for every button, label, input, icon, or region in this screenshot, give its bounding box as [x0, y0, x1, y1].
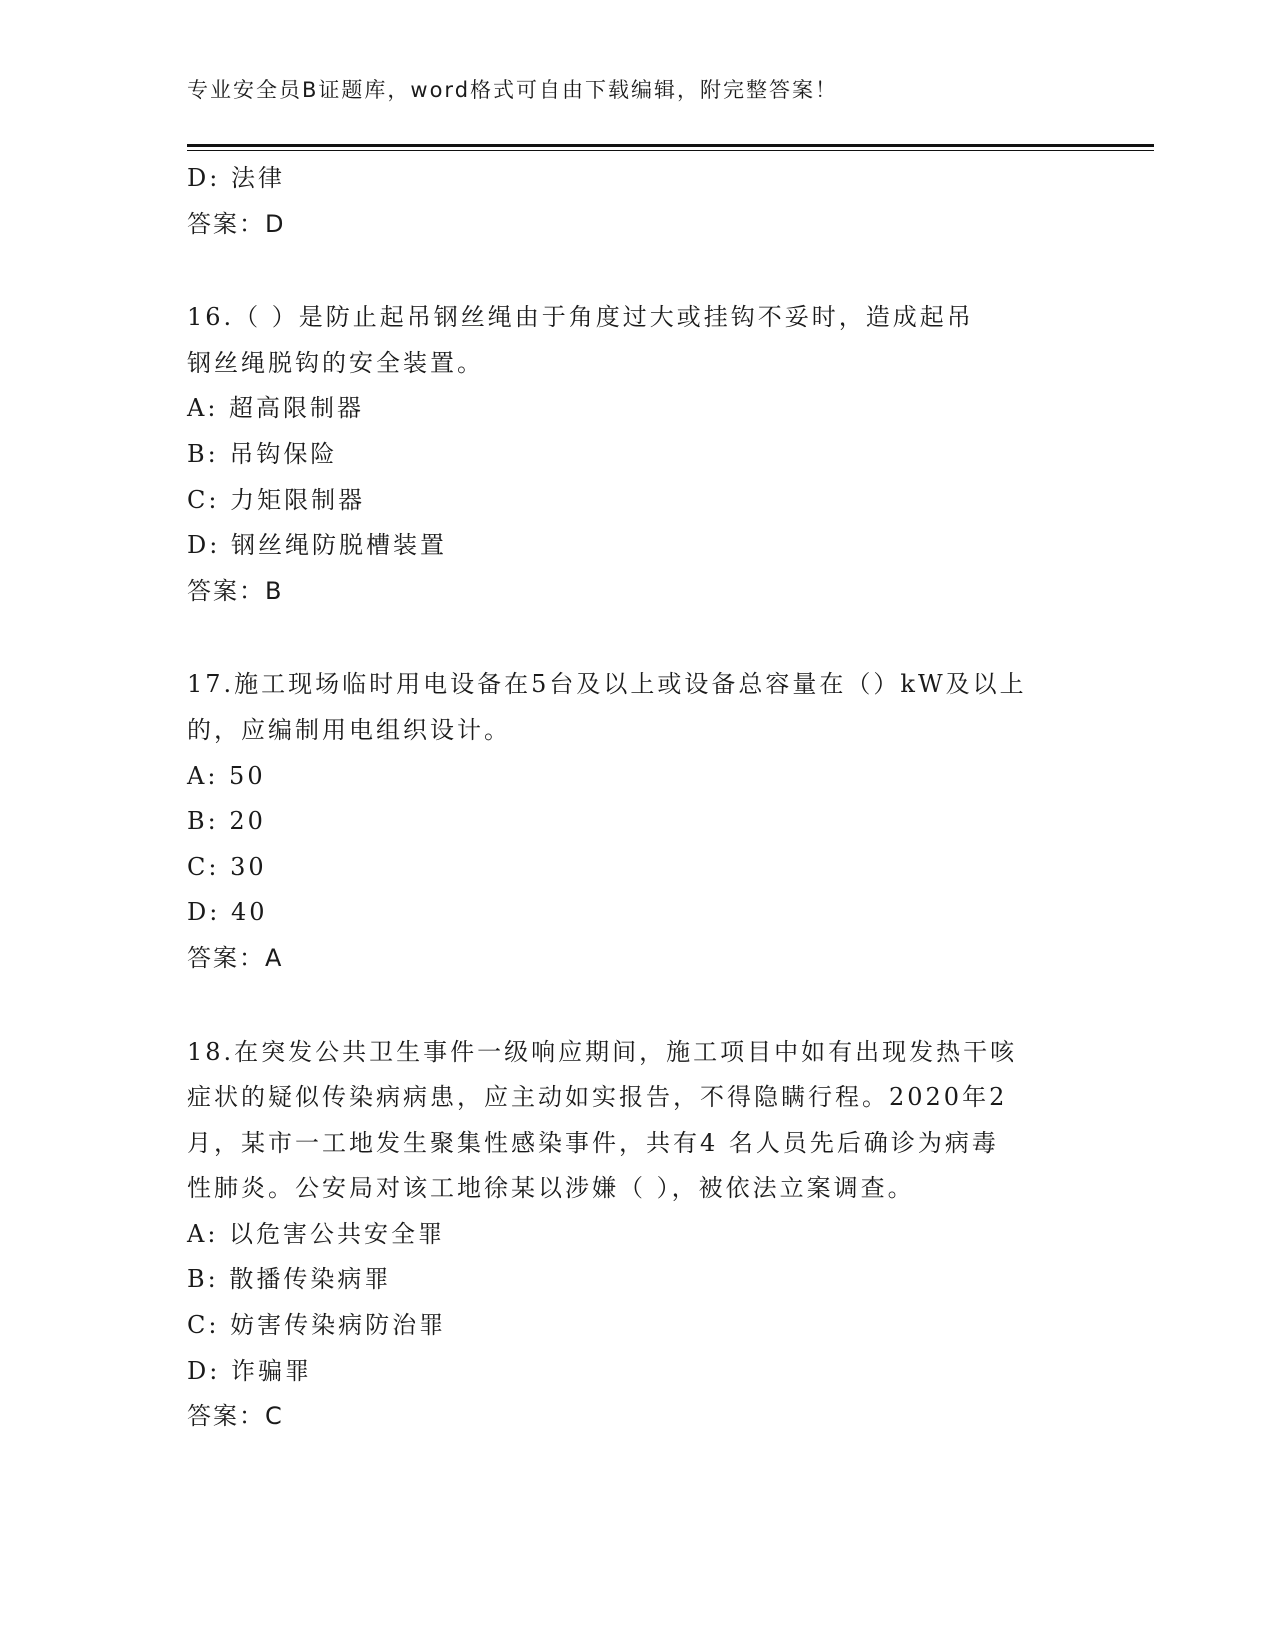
prev-answer: 答案：D	[187, 209, 286, 238]
question-18	[187, 1030, 1087, 1440]
q17-option-b: B: 20	[187, 807, 266, 836]
question-16	[187, 295, 1087, 614]
q18-stem-line3: 月，某市一工地发生聚集性感染事件，共有4 名人员先后确诊为病毒	[187, 1128, 999, 1157]
prev-option-d: D: 法律	[187, 164, 285, 192]
q16-option-a: A: 超高限制器	[187, 394, 365, 423]
question-17	[187, 662, 1087, 981]
q18-option-c: C: 妨害传染病防治罪	[187, 1311, 447, 1340]
header-rule-thin	[187, 150, 1154, 151]
page-header: 专业安全员B证题库，word格式可自由下载编辑，附完整答案！	[187, 78, 839, 102]
q18-stem-line1: 18.在突发公共卫生事件一级响应期间，施工项目中如有出现发热干咳	[187, 1037, 1018, 1066]
q16-stem-line2: 钢丝绳脱钩的安全装置。	[187, 348, 484, 377]
q17-option-d: D: 40	[187, 898, 268, 927]
q18-stem-line4: 性肺炎。公安局对该工地徐某以涉嫌（ ），被依法立案调查。	[187, 1174, 915, 1203]
q18-answer: 答案：C	[187, 1402, 284, 1431]
q18-option-b: B: 散播传染病罪	[187, 1265, 392, 1294]
header-rule-thick	[187, 144, 1154, 147]
q16-stem-line1: 16.（ ）是防止起吊钢丝绳由于角度过大或挂钩不妥时，造成起吊	[187, 303, 974, 332]
q16-option-b: B: 吊钩保险	[187, 439, 338, 468]
spacer	[187, 614, 1087, 662]
spacer	[187, 982, 1087, 1030]
q17-answer: 答案：A	[187, 943, 284, 972]
q18-option-d: D: 诈骗罪	[187, 1356, 312, 1385]
q18-stem-line2: 症状的疑似传染病病患，应主动如实报告，不得隐瞒行程。2020年2	[187, 1083, 1008, 1112]
question-content	[187, 156, 1087, 1440]
q18-option-a: A: 以危害公共安全罪	[187, 1219, 446, 1248]
q16-option-d: D: 钢丝绳防脱槽装置	[187, 531, 447, 560]
q16-answer: 答案：B	[187, 576, 284, 605]
q17-stem-line1: 17.施工现场临时用电设备在5台及以上或设备总容量在（）kW及以上	[187, 670, 1027, 699]
q16-option-c: C: 力矩限制器	[187, 485, 366, 514]
q17-stem-line2: 的，应编制用电组织设计。	[187, 715, 511, 744]
spacer	[187, 247, 1087, 295]
q17-option-a: A: 50	[187, 761, 266, 790]
q17-option-c: C: 30	[187, 852, 267, 881]
